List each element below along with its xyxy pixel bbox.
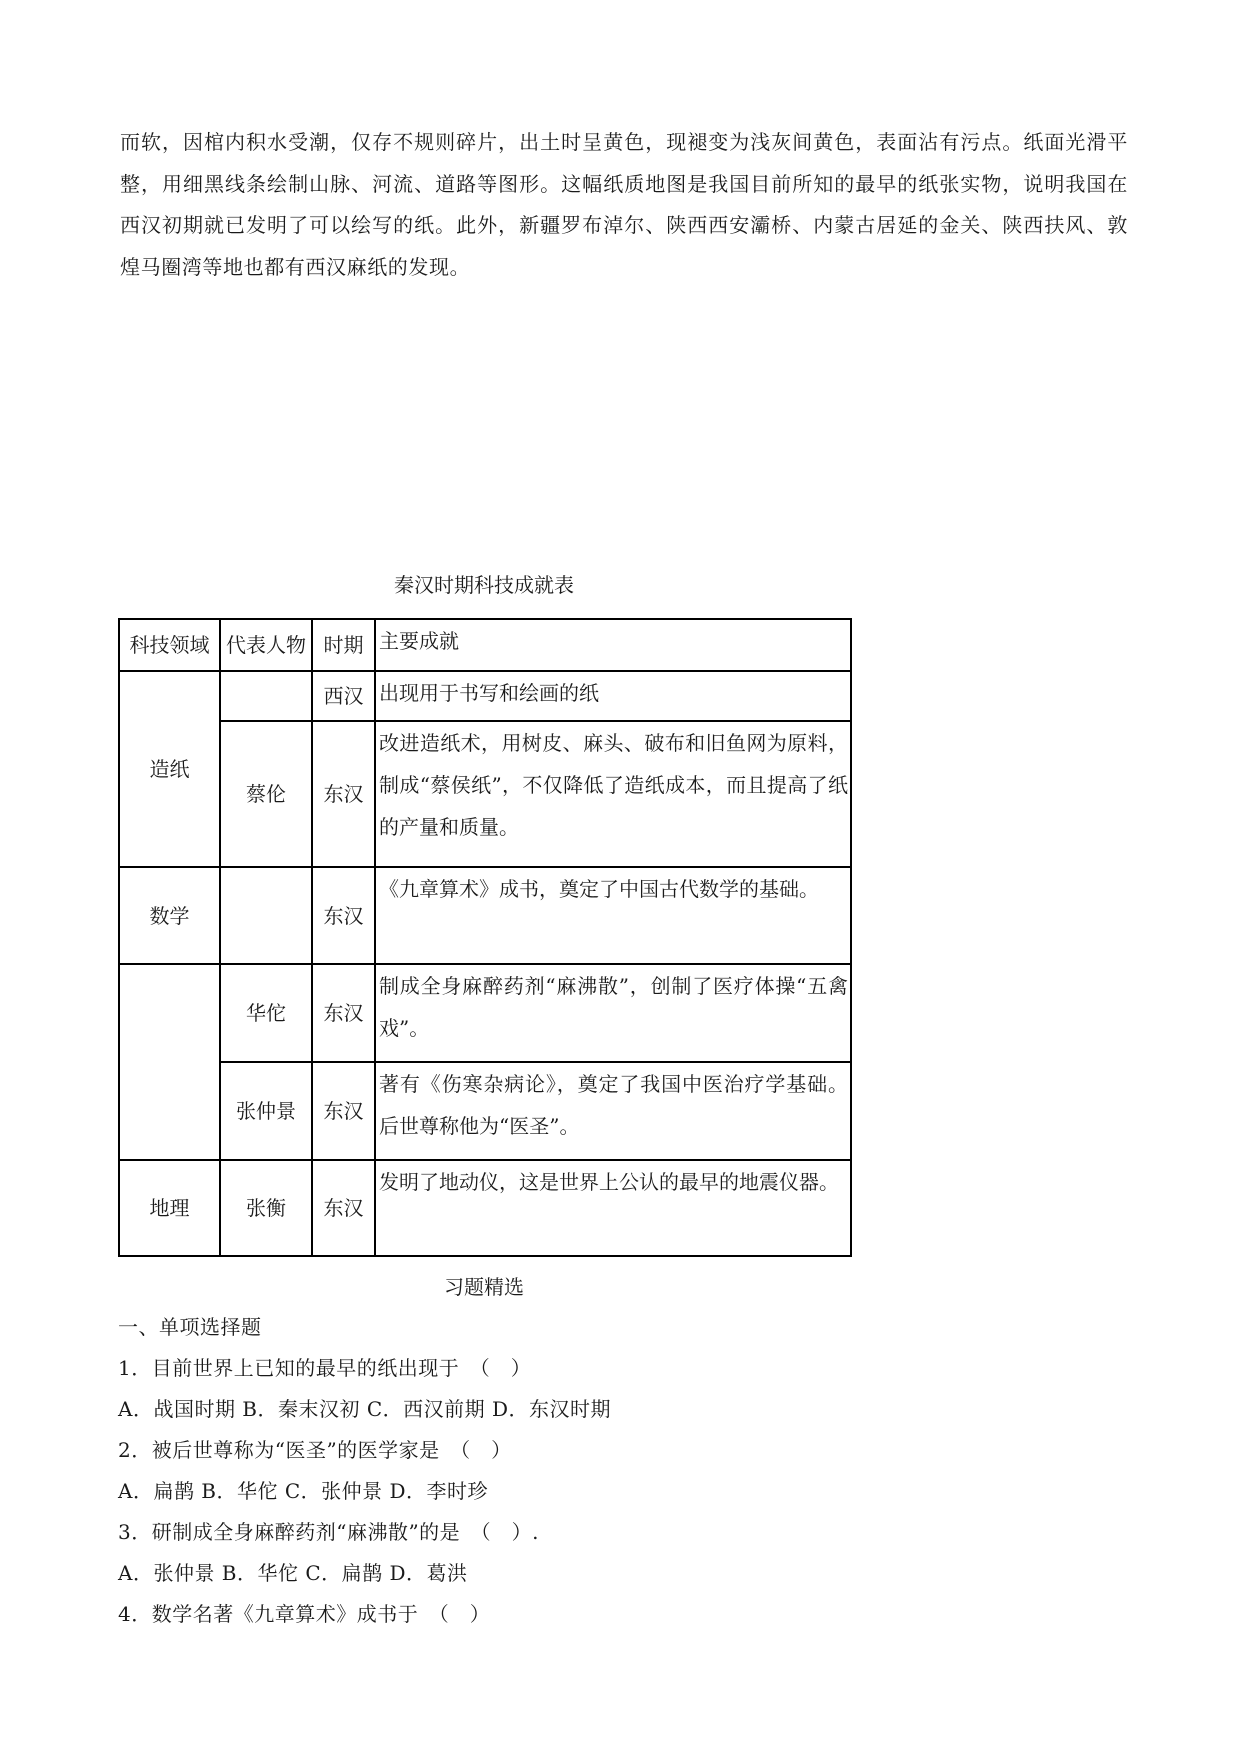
- header-person: 代表人物: [220, 619, 312, 671]
- question-stem: 1．目前世界上已知的最早的纸出现于 （ ）: [118, 1356, 532, 1380]
- achievement-cell: 出现用于书写和绘画的纸: [375, 671, 851, 721]
- table-row: [119, 867, 851, 964]
- period-cell: 东汉: [312, 1062, 375, 1160]
- exercise-title: 习题精选: [444, 1275, 524, 1299]
- person-cell: [220, 867, 312, 964]
- period-cell: 西汉: [312, 671, 375, 721]
- table-header-row: [119, 619, 851, 671]
- period-cell: 东汉: [312, 1160, 375, 1256]
- period-cell: 东汉: [312, 721, 375, 867]
- header-achievement: 主要成就: [375, 619, 851, 671]
- header-field: 科技领域: [119, 619, 220, 671]
- period-cell: 东汉: [312, 964, 375, 1062]
- question-stem: 3．研制成全身麻醉药剂“麻沸散”的是 （ ）.: [118, 1520, 540, 1544]
- field-cell: 造纸: [119, 671, 220, 867]
- achievement-cell: 改进造纸术，用树皮、麻头、破布和旧鱼网为原料，制成“蔡侯纸”，不仅降低了造纸成本，而且提高了纸的产量和质量。: [375, 721, 851, 867]
- person-cell: [220, 671, 312, 721]
- achievement-cell: 发明了地动仪，这是世界上公认的最早的地震仪器。: [375, 1160, 851, 1256]
- section-heading: 一、单项选择题: [118, 1315, 262, 1339]
- table-caption: 秦汉时期科技成就表: [394, 573, 574, 597]
- period-cell: 东汉: [312, 867, 375, 964]
- table-row: [119, 721, 851, 867]
- field-cell: 数学: [119, 867, 220, 964]
- question-stem: 4．数学名著《九章算术》成书于 （ ）: [118, 1602, 491, 1626]
- exercise-list: [118, 1307, 611, 1635]
- achievement-cell: 著有《伤寒杂病论》，奠定了我国中医治疗学基础。后世尊称他为“医圣”。: [375, 1062, 851, 1160]
- person-cell: 张仲景: [220, 1062, 312, 1160]
- question-stem: 2．被后世尊称为“医圣”的医学家是 （ ）: [118, 1438, 512, 1462]
- field-cell: 地理: [119, 1160, 220, 1256]
- achievement-cell: 制成全身麻醉药剂“麻沸散”，创制了医疗体操“五禽戏”。: [375, 964, 851, 1062]
- field-cell: [119, 964, 220, 1160]
- achievement-cell: 《九章算术》成书，奠定了中国古代数学的基础。: [375, 867, 851, 964]
- question-options: A．扁鹊 B．华佗 C．张仲景 D．李时珍: [118, 1479, 489, 1503]
- person-cell: 蔡伦: [220, 721, 312, 867]
- intro-paragraph: 而软，因棺内积水受潮，仅存不规则碎片，出土时呈黄色，现褪变为浅灰间黄色，表面沾有污点。纸面光滑平整，用细黑线条绘制山脉、河流、道路等图形。这幅纸质地图是我国目前所知的最早的纸张实物，说明我国在西汉初期就已发明了可以绘写的纸。此外，新疆罗布淖尔、陕西西安灞桥、内蒙古居延的金关、陕西扶风、敦煌马圈湾等地也都有西汉麻纸的发现。: [120, 130, 1128, 279]
- question-options: A．张仲景 B．华佗 C．扁鹊 D．葛洪: [118, 1561, 468, 1585]
- achievements-table: [118, 618, 852, 1257]
- person-cell: 张衡: [220, 1160, 312, 1256]
- question-options: A．战国时期 B．秦末汉初 C．西汉前期 D．东汉时期: [118, 1397, 612, 1421]
- table-row: [119, 1062, 851, 1160]
- table-row: [119, 1160, 851, 1256]
- table-row: [119, 964, 851, 1062]
- person-cell: 华佗: [220, 964, 312, 1062]
- header-period: 时期: [312, 619, 375, 671]
- table-row: [119, 671, 851, 721]
